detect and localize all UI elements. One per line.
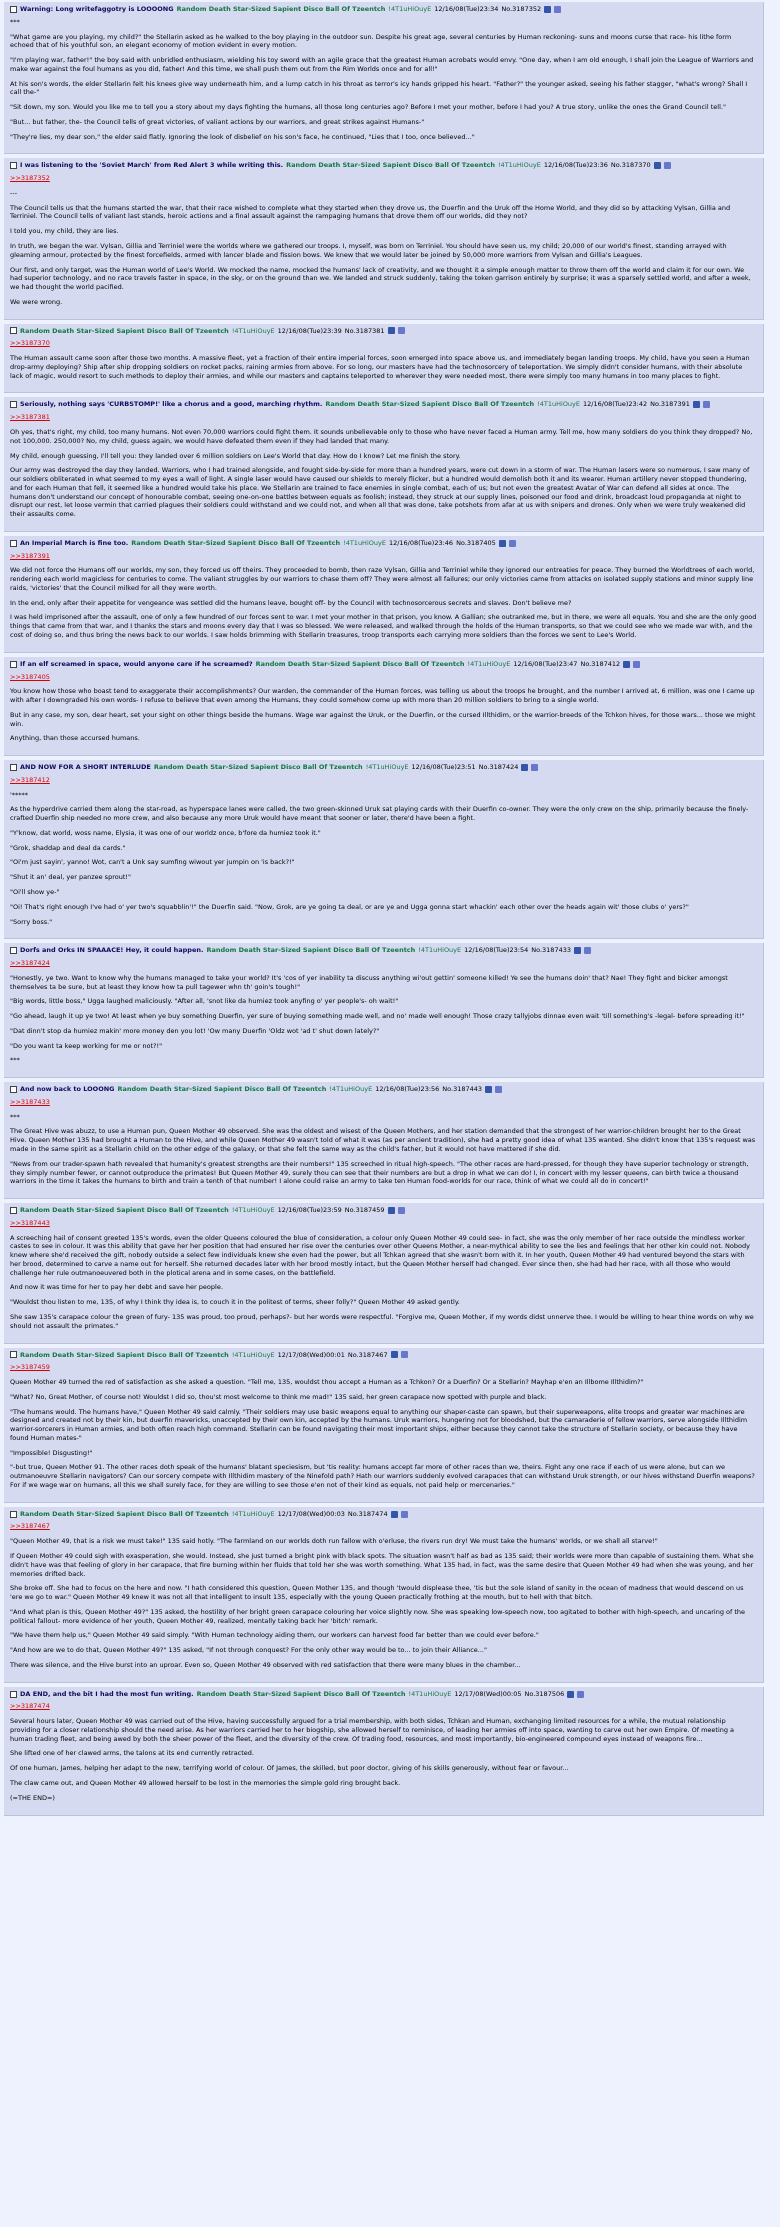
post-date: 12/16/08(Tue)23:47 xyxy=(513,659,578,668)
post xyxy=(4,1082,764,1199)
post-paragraph: "Do you want ta keep working for me or not?!" xyxy=(10,1041,163,1050)
post xyxy=(4,657,764,756)
image-search-icon[interactable] xyxy=(633,661,640,668)
post-body xyxy=(10,1098,757,1186)
quote-link[interactable]: >>3187474 xyxy=(10,1702,50,1711)
post-header xyxy=(10,400,757,409)
post xyxy=(4,2,764,154)
post-date: 12/17/08(Wed)00:01 xyxy=(277,1350,345,1359)
post-number-link[interactable]: No.3187474 xyxy=(347,1509,388,1518)
post-date: 12/16/08(Tue)23:42 xyxy=(583,400,648,409)
post-paragraph: "Sorry boss." xyxy=(10,917,53,926)
post-paragraph: '***** xyxy=(10,790,29,799)
post-paragraph: "Y'know, dat world, woss name, Elysia, it was one of our worldz once, b'fore da humiez took it." xyxy=(10,828,321,837)
post-paragraph: A screeching hail of consent greeted 135's words, even the older Queens coloured the blue of consideration, a colour only Queen Mother 49 could see- in fact, she was the only member of her race outside the mindless worker castes to see in colour. It was this ability that gave her her position that had ensured her rise over the centuries over other Queens Mother, a near-mythical ability to see the lies and feelings that her other kin could not. Nobody knew where she'd received the gift, nobody outside a select few individuals knew she even had the power, but all Tchkan agreed that she wasn't born with it. In her youth, Queen Mother 49 had ventured beyond the stars with her brood, determined to carve a name out for herself. She returned decades later with her brood mostly intact, but the Queen Mother herself had changed. Ever since then, she had had her race, with all those who would challenge her rule outmanoeuvered both in the plotical arena and in some cases, on the battlefield. xyxy=(10,1233,750,1277)
quote-link-line xyxy=(10,1219,757,1228)
post-number-link[interactable]: No.3187352 xyxy=(501,5,542,13)
post-paragraph: Our first, and only target, was the Human world of Lee's World. We mocked the name, mocked the humans' lack of creativity, and we thought it a simple enough matter to throw them off the world and claim it for our own. We had superior technology, and no race travels faster in space, in the sky, or on the ground than we. We landed and struck suddenly, taking the token garrison entirely by surprise; it was a sparsely settled world, and after a week, we had thought the world pacified. xyxy=(10,265,751,292)
post-paragraph: We did not force the Humans off our worlds, my son, they forced us off theirs. They proceeded to bomb, then raze Vylsan, Gillia and Terriniel while they ignored our entreaties for peace. They burned the Worldtrees of each world, rendering each world magicless for centuries to come. The valiant struggles by our warriors to chase them off? They were almost all failures; our only victories came from attacks on isolated supply stations and minor supply line raids, 'victories' that the Council milked for all they were worth. xyxy=(10,566,755,592)
post-date: 12/16/08(Tue)23:59 xyxy=(277,1206,342,1215)
report-icon[interactable] xyxy=(623,661,630,668)
post-paragraph: You know how those who boast tend to exaggerate their accomplishments? Our warden, the commander of the Human forces, was telling us about the troops he brought, and the number I arrived at, 6 million, was one I came up with after I downgraded his own words- I refuse to believe that even among the Humans, they could somehow come up with more than 20 million soldiers to bring to a single world. xyxy=(10,687,755,705)
post xyxy=(4,324,764,394)
quote-link-line xyxy=(10,174,757,183)
post-body xyxy=(10,174,757,306)
post-subject: If an elf screamed in space, would anyone care if he screamed? xyxy=(20,659,253,668)
post-paragraph: Oh yes, that's right, my child, too many humans. Not even 70,000 warriors could fight them. It sounds unbelievable only to those who have never faced a Human army. Tell me, how many soldiers do you think they dropped? No, not 100,000. 250,000? No, my child, guess again, we would have defeated them even if they had landed that many. xyxy=(10,427,753,445)
image-search-icon[interactable] xyxy=(554,6,561,13)
post-body xyxy=(10,673,757,744)
poster-name: Random Death Star-Sized Sapient Disco Ball Of Tzeentch xyxy=(117,1085,327,1094)
post-paragraph: I told you, my child, they are lies. xyxy=(10,227,119,236)
image-search-icon[interactable] xyxy=(401,1511,408,1518)
quote-link-line xyxy=(10,1522,757,1531)
post-paragraph: The Great Hive was abuzz, to use a Human pun, Queen Mother 49 observed. She was the oldest and wisest of the Queen Mothers, and her station demanded that the strongest of her warrior-children brought her to the Great Hive. Queen Mother 135 had brought a Human to the Hive, and while Queen Mother 49 wasn't told of what it was (as per ancient tradition), she had a pretty good idea of what 135 wanted. She didn't know that 135's request was made in the same spirit as a Stellarin child on the other edge of the galaxy, or that she felt the same way as the child's father, but it would not have mattered if she did. xyxy=(10,1127,756,1154)
post-paragraph: "Honestly, ye two. Want to know why the humans managed to take your world? It's 'cos of yer inability ta discuss anything wi'out gettin' someone killed! Ye see the humans doin' that? Nae! They fight and bicker amongst themselves ta be sure, but at least they know how ta pull tagewer whn th' goin's tough!" xyxy=(10,973,728,991)
poster-name: Random Death Star-Sized Sapient Disco Ball Of Tzeentch xyxy=(325,400,535,409)
post-date: 12/16/08(Tue)23:36 xyxy=(543,161,608,170)
image-search-icon[interactable] xyxy=(509,540,516,547)
post-paragraph: There was silence, and the Hive burst into an uproar. Even so, Queen Mother 49 observed with red satisfaction that there were many blues in the chamber... xyxy=(10,1660,521,1669)
post-header xyxy=(10,660,757,669)
post-paragraph: The claw came out, and Queen Mother 49 allowed herself to be lost in the memories the simple gold ring brought back. xyxy=(10,1779,401,1787)
post-number-link[interactable]: No.3187424 xyxy=(478,763,519,772)
post-paragraph: "Queen Mother 49, that is a risk we must take!" 135 said hotly. "The farmland on our worlds doth run fallow with o'erluse, the rivers run dry! We must take the humans' worlds, or we shall all starve!" xyxy=(10,1537,658,1546)
report-icon[interactable] xyxy=(391,1511,398,1518)
image-search-icon[interactable] xyxy=(401,1351,408,1358)
post xyxy=(4,397,764,531)
post-paragraph: The Human assault came soon after those two months. A massive fleet, yet a fraction of their entire imperial forces, soon emerged into space above us, and immediately began landing troops. My child, have you seen a Human drop-army deploying? Ship after ship dropping soldiers on rocket packs, raining armies from above. For so long, our masters have had the technosorcery of teleportation. We simply didn't consider humans, with their absolute lack of magic, would resort to such methods to deploy their armies, and while our masters and captains teleported to wherever they were needed most, there were simply too many humans in too many places to fight. xyxy=(10,354,750,380)
tripcode: !4T1uHiOuyE xyxy=(365,763,409,772)
tripcode: !4T1uHiOuyE xyxy=(231,1350,275,1359)
tripcode: !4T1uHiOuyE xyxy=(388,5,432,13)
post-paragraph: "Sit down, my son. Would you like me to tell you a story about my days fighting the humans, all those long centuries ago? Before I met your mother, before I had you? A true story, unlike the ones the Grand Council tell." xyxy=(10,103,726,112)
post-number-link[interactable]: No.3187405 xyxy=(456,538,496,547)
post-checkbox[interactable] xyxy=(10,162,17,169)
tripcode: !4T1uHiOuyE xyxy=(408,1689,452,1698)
post-number-link[interactable]: No.3187370 xyxy=(610,161,651,170)
quote-link[interactable]: >>3187433 xyxy=(10,1097,50,1106)
post-paragraph: "Big words, little boss," Ugga laughed maliciously. "After all, 'snot like da humiez took anyfing o' yer people's- oh wait!" xyxy=(10,997,399,1006)
post-paragraph: In truth, we began the war. Vylsan, Gillia and Terriniel were the worlds where we gathered our troops. I, myself, was born on Terriniel. You should have seen us, my child; 20,000 of our world's finest, standing arrayed with gleaming armour, protected by the finest forcefields, armed with lancer blade and fission bows. We knew that we would later be joined by 50,000 more warriors from Vylsan and Gillia's Leagues. xyxy=(10,242,727,259)
post-header xyxy=(10,946,757,955)
post-paragraph: "Wouldst thou listen to me, 135, of why I think thy idea is, to couch it in the politest of terms, sheer folly?" Queen Mother 49 asked gently. xyxy=(10,1298,460,1307)
post-paragraph: "They're lies, my dear son," the elder said flatly. Ignoring the look of disbelief on his son's face, he continued, "Lies that I too, once believed..." xyxy=(10,132,475,141)
quote-link[interactable]: >>3187352 xyxy=(10,174,50,183)
post-body xyxy=(10,413,757,519)
report-icon[interactable] xyxy=(693,401,700,408)
post-paragraph: At his son's words, the elder Stellarin felt his knees give way underneath him, and a lump catch in his throat as terror's icy hands gripped his heart. "Father?" the younger asked, seeing his father stagger, "what's wrong? Shall I call the-" xyxy=(10,79,748,97)
tripcode: !4T1uHiOuyE xyxy=(467,659,511,668)
post-paragraph: In the end, only after their appetite for vengeance was settled did the humans leave, bought off- by the Council with technosorcerous secrets and slaves. Don't believe me? xyxy=(10,598,572,607)
quote-link[interactable]: >>3187443 xyxy=(10,1218,50,1227)
post-paragraph: "Go ahead, laugh it up ye two! At least when ye buy something Duerfin, yer sure of buying something made well, and no' made well enough! Those crazy tallyjobs dinnae even wait 'till something's -legal- before spreading it!" xyxy=(10,1012,745,1021)
image-search-icon[interactable] xyxy=(398,1207,405,1214)
quote-link-line xyxy=(10,959,757,968)
post xyxy=(4,760,764,939)
post-paragraph: "And what plan is this, Queen Mother 49?" 135 asked, the hostility of her bright green carapace colouring her voice slightly now. She was speaking low-speech now, too agitated to bother with high-speech, and uncaring of the political fallout- more evidence of her youth, Queen Mother 49, realized, mentally taking back her 'bitch' remark. xyxy=(10,1607,746,1625)
report-icon[interactable] xyxy=(391,1351,398,1358)
post-paragraph: Anything, than those accursed humans. xyxy=(10,734,140,743)
poster-name: Random Death Star-Sized Sapient Disco Ball Of Tzeentch xyxy=(286,161,495,170)
image-search-icon[interactable] xyxy=(703,401,710,408)
post-body xyxy=(10,339,757,380)
post-number-link[interactable]: No.3187506 xyxy=(524,1689,565,1698)
post-date: 12/16/08(Tue)23:46 xyxy=(388,538,454,547)
post-number-link[interactable]: No.3187467 xyxy=(347,1350,388,1359)
report-icon[interactable] xyxy=(567,1691,574,1698)
quote-link-line xyxy=(10,552,757,561)
post-date: 12/16/08(Tue)23:39 xyxy=(277,326,342,335)
post-number-link[interactable]: No.3187412 xyxy=(580,659,621,668)
post-header xyxy=(10,5,757,14)
poster-name: Random Death Star-Sized Sapient Disco Ball Of Tzeentch xyxy=(20,1509,229,1518)
post-date: 12/16/08(Tue)23:54 xyxy=(464,946,529,955)
post-header xyxy=(10,327,757,336)
post-header xyxy=(10,1690,757,1699)
image-search-icon[interactable] xyxy=(531,764,538,771)
post-number-link[interactable]: No.3187459 xyxy=(344,1206,385,1215)
tripcode: !4T1uHiOuyE xyxy=(231,1509,275,1518)
poster-name: Random Death Star-Sized Sapient Disco Ball Of Tzeentch xyxy=(131,538,341,547)
post-checkbox[interactable] xyxy=(10,327,17,334)
quote-link[interactable]: >>3187412 xyxy=(10,775,50,784)
post-header xyxy=(10,1510,757,1519)
poster-name: Random Death Star-Sized Sapient Disco Ball Of Tzeentch xyxy=(196,1689,406,1698)
post-header xyxy=(10,1206,757,1215)
post-paragraph: If Queen Mother 49 could sigh with exasperation, she would. Instead, she just turned a bright pink with black spots. The situation wasn't half as bad as 135 said; their worlds were more than capable of sustaining them. What she didn't have was that feeling of glory in her carapace, that fire burning within her fluids that told her she was worth something. What 135 had, in fact, was the same desire that Queen Mother 49 had when she was young, and her memories drifted back. xyxy=(10,1551,754,1578)
post xyxy=(4,536,764,653)
post-checkbox[interactable] xyxy=(10,764,17,771)
post-date: 12/16/08(Tue)23:56 xyxy=(375,1085,440,1094)
post-header xyxy=(10,161,757,170)
post-paragraph: Queen Mother 49 turned the red of satisfaction as she asked a question. "Tell me, 135, wouldst thou accept a Human as a Tchkon? Or a Duerfin? Or a Stellarin? Mayhap e'en an Illbome Illthidim?" xyxy=(10,1378,644,1387)
post-header xyxy=(10,1351,757,1360)
post-body xyxy=(10,1363,757,1489)
post xyxy=(4,158,764,319)
quote-link[interactable]: >>3187467 xyxy=(10,1522,50,1531)
post-paragraph: *** xyxy=(10,1056,20,1065)
post-paragraph: Our army was destroyed the day they landed. Warriors, who I had trained alongside, and fought side-by-side for more than a hundred years, were cut down in a storm of war. The Human lasers were so numerous, I saw many of our soldiers obliterated in what seemed to my eyes a wall of light. A single laser would have caused our shields to merely flicker, but a hundred would demolish both it and its wearer. Human artillery never stopped thundering, and for each Human that fell, it seemed like a hundred would take his place. We Stellarin are trained to face enemies in single combat, each of us; but not even the greatest Avatar of War can defend all sides at once. The humans don't understand our concept of honourable combat, seeing one-on-one battles between equals as foolish; instead, they struck at our supply lines, poisoned our food and drink, broadcast loud propaganda at night to disrupt our rest, let loose vermin that carried plagues their soldiers could withstand and we could not, and when all that was done, take potshots from afar at us with snipers and drones. Only when we were truly weakened did their assaults come. xyxy=(10,466,750,519)
post-subject: Seriously, nothing says 'CURBSTOMP!' like a chorus and a good, marching rhythm. xyxy=(20,400,323,409)
quote-link[interactable]: >>3187459 xyxy=(10,1363,50,1372)
poster-name: Random Death Star-Sized Sapient Disco Ball Of Tzeentch xyxy=(20,1350,229,1359)
quote-link[interactable]: >>3187391 xyxy=(10,551,50,560)
post-body xyxy=(10,1702,757,1802)
post-checkbox[interactable] xyxy=(10,661,17,668)
poster-name: Random Death Star-Sized Sapient Disco Ball Of Tzeentch xyxy=(206,946,416,955)
quote-link[interactable]: >>3187424 xyxy=(10,959,50,968)
post-paragraph: She lifted one of her clawed arms, the talons at its end currently retracted. xyxy=(10,1749,254,1758)
quote-link-line xyxy=(10,776,757,785)
post-paragraph: "Dat dinn't stop da humiez makin' more money den you lot! 'Ow many Duerfin 'Oldz wot 'ad t' shut down lately?" xyxy=(10,1026,380,1035)
tripcode: !4T1uHiOuyE xyxy=(418,946,462,955)
report-icon[interactable] xyxy=(521,764,528,771)
poster-name: Random Death Star-Sized Sapient Disco Ball Of Tzeentch xyxy=(20,1206,229,1215)
quote-link-line xyxy=(10,339,757,348)
post-paragraph: Several hours later, Queen Mother 49 was carried out of the Hive, having successfully argued for a trial membership, with both sides, Tchkan and Human, exchanging limited resources for a while, the mutual relationship providing for a closer relationship should the need arise. As her warriors carried her to her biogship, she allowed herself to reminisce, of leading her armies off into space, wanting to carve out her own Empire. Of meeting a human trading fleet, and being awed by both the sheer power of the fleet, and the diversity of the crew. Of trading food, resources, and most importantly, bio-engineered compound eyes instead of weapons fire... xyxy=(10,1717,735,1743)
image-search-icon[interactable] xyxy=(577,1691,584,1698)
post-checkbox[interactable] xyxy=(10,1207,17,1214)
post-number-link[interactable]: No.3187433 xyxy=(531,946,571,955)
post-checkbox[interactable] xyxy=(10,401,17,408)
quote-link[interactable]: >>3187405 xyxy=(10,672,50,681)
post-paragraph: We were wrong. xyxy=(10,297,63,306)
post-date: 12/17/08(Wed)00:03 xyxy=(277,1509,345,1518)
post xyxy=(4,1507,764,1683)
post-checkbox[interactable] xyxy=(10,540,17,547)
post-paragraph: "-but true, Queen Mother 91. The other races doth speak of the humans' blatant speciesism, but 'tis reality: humans accept far more of other races than we, theirs. Fight any one race if each of us were alone, but can we outmanoeuvre Stellarin navigators? Can our sorcery compete with Illthidim mastery of the Ninefold path? Hath our warriors suddenly evolved carapaces that can withstand Uruk strength, or our hives withstand Duerfin weapons? For if we wage war on humans, all this we shall surely face, for they are willing to see those e'en not of their kind as equals, not paid help or mercenaries." xyxy=(10,1463,755,1489)
post-subject: I was listening to the 'Soviet March' from Red Alert 3 while writing this. xyxy=(20,161,284,170)
image-search-icon[interactable] xyxy=(664,162,671,169)
post-paragraph: "Oi'll show ye-" xyxy=(10,888,60,896)
post-subject: Dorfs and Orks IN SPAAACE! Hey, it could happen. xyxy=(20,946,204,955)
post-subject: DA END, and the bit I had the most fun writing. xyxy=(20,1689,194,1698)
post-paragraph: "What game are you playing, my child?" the Stellarin asked as he walked to the boy playing in the outdoor sun. Despite his great age, several centuries by Human reckoning- suns and moons curse that race- his lithe form echoed that of his youthful son, an elegant economy of motion evident in every motion. xyxy=(10,32,732,50)
post-paragraph: "Grok, shaddap and deal da cards." xyxy=(10,843,126,852)
image-search-icon[interactable] xyxy=(398,327,405,334)
post-date: 12/16/08(Tue)23:34 xyxy=(434,5,499,13)
report-icon[interactable] xyxy=(544,6,551,13)
post-paragraph: "And how are we to do that, Queen Mother 49?" 135 asked, "If not through conquest? For the only other way would be to... to join their Alliance..." xyxy=(10,1646,487,1655)
tripcode: !4T1uHiOuyE xyxy=(497,161,541,170)
post-paragraph: "Oi! That's right enough I've had o' yer two's squabblin'!" the Duerfin said. "Now, Grok, are ye going ta deal, or are ye and Ugga gonna start whackin' each other over the heads again wit' those clubs o' yers?" xyxy=(10,902,689,911)
report-icon[interactable] xyxy=(574,947,581,954)
report-icon[interactable] xyxy=(388,1207,395,1214)
post-body xyxy=(10,776,757,926)
post-subject: AND NOW FOR A SHORT INTERLUDE xyxy=(20,763,151,772)
quote-link[interactable]: >>3187381 xyxy=(10,413,50,422)
post-paragraph: (=THE END=) xyxy=(10,1793,55,1802)
post-number-link[interactable]: No.3187443 xyxy=(442,1085,483,1094)
report-icon[interactable] xyxy=(499,540,506,547)
post xyxy=(4,943,764,1078)
tripcode: !4T1uHiOuyE xyxy=(231,1206,275,1215)
post-checkbox[interactable] xyxy=(10,6,17,13)
image-search-icon[interactable] xyxy=(495,1086,502,1093)
poster-name: Random Death Star-Sized Sapient Disco Ball Of Tzeentch xyxy=(153,763,363,772)
tripcode: !4T1uHiOuyE xyxy=(231,326,275,335)
post-body xyxy=(10,1522,757,1669)
post-paragraph: My child, enough guessing, I'll tell you: they landed over 6 million soldiers on Lee's World that day. How do I know? Let me finish the story. xyxy=(10,451,461,460)
post-subject: And now back to LOOONG xyxy=(20,1085,115,1094)
post-number-link[interactable]: No.3187381 xyxy=(344,326,385,335)
post-paragraph: "We have them help us," Queen Mother 49 said simply. "With Human technology aiding them, our workers can harvest food far better than we could ever before." xyxy=(10,1631,539,1640)
post-body xyxy=(10,959,757,1065)
post-paragraph: As the hyperdrive carried them along the star-road, as hyperspace lanes were called, the two green-skinned Uruk sat playing cards with their Duerfin co-owner. They were the only crew on the ship, primarily because the finely-crafted Duerfin ship needed no more crew, and also because any more Uruk would have meant that sooner or later, there'd have been a fight. xyxy=(10,805,749,823)
post-subject: An Imperial March is fine too. xyxy=(20,538,129,547)
tripcode: !4T1uHiOuyE xyxy=(329,1085,373,1094)
post-paragraph: "I'm playing war, father!" the boy said with unbridled enthusiasm, wielding his toy sword with an agile grace that the greatest Human acrobats would envy. "One day, when I am old enough, I shall join the League of Warriors and make war against the foul humans as you did, father! And this time, we shall push them out from the Rim Worlds once and for all!" xyxy=(10,56,754,73)
post-paragraph: But in any case, my son, dear heart, set your sight on other things beside the humans. Wage war against the Uruk, or the Duerfin, or the cursed Illthidim, or the warrior-breeds of the Tchkon hives, for those wars... those we might win. xyxy=(10,710,756,728)
quote-link-line xyxy=(10,1363,757,1372)
tripcode: !4T1uHiOuyE xyxy=(343,538,386,547)
post-body xyxy=(10,552,757,640)
post-paragraph: "What? No, Great Mother, of course not! Wouldst I did so, thou'st most welcome to think me mad!" 135 said, her green carapace now spotted with purple and black. xyxy=(10,1392,547,1401)
post-paragraph: --- xyxy=(10,188,18,197)
post-paragraph: Of one human, James, helping her adapt to the new, terrifying world of colour. Of James, the skilled, but poor doctor, giving of his skills generously, without fear or favour... xyxy=(10,1764,569,1773)
post-paragraph: *** xyxy=(10,17,20,26)
report-icon[interactable] xyxy=(485,1086,492,1093)
post-paragraph: "Oi'm just sayin', yanno! Wot, can't a Unk say sumfing wiwout yer jumpin on 'is back?!" xyxy=(10,858,295,867)
post-paragraph: "News from our trader-spawn hath revealed that humanity's greatest strengths are their numbers!" 135 screeched in ritual high-speech. "The other races are hard-pressed, for though they have superior technology or strength, they simply number fewer, or cannot outproduce the primates! But Queen Mother 49, surely thou can see that their numbers are but a drop in what we can do! I, in concert with my lesser queens, can birth twice a thousand warriors in the time it takes the humans to birth and train a tenth of that number! I alone could raise an army to take ten Human food-worlds for our race, think of what we could all do in concert!" xyxy=(10,1159,749,1186)
post-header xyxy=(10,539,757,548)
post-checkbox[interactable] xyxy=(10,947,17,954)
tripcode: !4T1uHiOuyE xyxy=(537,400,581,409)
post-number-link[interactable]: No.3187391 xyxy=(650,400,690,409)
post-header xyxy=(10,1085,757,1094)
quote-link-line xyxy=(10,1098,757,1107)
post xyxy=(4,1687,764,1816)
post xyxy=(4,1203,764,1343)
poster-name: Random Death Star-Sized Sapient Disco Ball Of Tzeentch xyxy=(255,659,465,668)
post-date: 12/16/08(Tue)23:51 xyxy=(411,763,476,772)
post-checkbox[interactable] xyxy=(10,1511,17,1518)
post-paragraph: "The humans would. The humans have," Queen Mother 49 said calmly. "Their soldiers may use basic weapons equal to anything our shaper-caste can spawn, but their superweapons, elite troops and greater war machines are designed and created not by their kin, but duerfin mavericks, unaccepted by their own kin, accepted by the humans. Uruk warriors, hungering not for bloodshed, but the camaraderie of fellow warriors, serve alongside Illthidim warrior-sorcerers in Human armies, and both often reach high command. Stellarin can be found navigating their most important ships, either because they cannot take the structure of Stellarin society, or because they have found Human mates-" xyxy=(10,1407,748,1442)
quote-link-line xyxy=(10,1702,757,1711)
image-search-icon[interactable] xyxy=(584,947,591,954)
post-checkbox[interactable] xyxy=(10,1351,17,1358)
post-paragraph: "But... but father, the- the Council tells of great victories, of valiant actions by our warriors, and great strikes against Humans-" xyxy=(10,117,425,126)
post-paragraph: And now it was time for her to pay her debt and save her people. xyxy=(10,1283,223,1292)
quote-link-line xyxy=(10,673,757,682)
post-paragraph: "Shut it an' deal, yer panzee sprout!" xyxy=(10,873,131,882)
report-icon[interactable] xyxy=(654,162,661,169)
post-subject: Warning: Long writefaggotry is LOOOONG xyxy=(20,5,174,13)
post-body xyxy=(10,1219,757,1331)
poster-name: Random Death Star-Sized Sapient Disco Ball Of Tzeentch xyxy=(176,5,386,13)
report-icon[interactable] xyxy=(388,327,395,334)
post-body xyxy=(10,18,757,142)
post-checkbox[interactable] xyxy=(10,1086,17,1093)
post-paragraph: The Council tells us that the humans started the war, that their race wished to complete what they started when they drove us, the Duerfin and the Uruk off the Home World, and they did so by attacking Vylsan, Gillia and Terriniel. The Council tells of valiant last stands, heroic actions and a final assault against the rampaging humans that drove them off our worlds, did they not? xyxy=(10,203,731,221)
post-paragraph: She saw 135's carapace colour the green of fury- 135 was proud, too proud, perhaps?- but her words were respectful. "Forgive me, Queen Mother, if my words didst unnerve thee. I would be willing to hear thine words on why we should not assault the primates." xyxy=(10,1312,754,1330)
post xyxy=(4,1348,764,1503)
poster-name: Random Death Star-Sized Sapient Disco Ball Of Tzeentch xyxy=(20,326,229,335)
post-header xyxy=(10,763,757,772)
post-paragraph: *** xyxy=(10,1112,20,1121)
post-paragraph: I was held imprisoned after the assault, one of only a few hundred of our forces sent to war. I met your mother in that prison, you know. A Gallian; she outranked me, but in there, we were all equals. You and she are the only good things that came from that war, and I thanks the stars and moons every day that I was so blessed. We were released, and walked through the holds of the Human transports, so that we could see who we made war with, and the cost of doing so, and thus bring the news back to our worlds. I saw holds brimming with Stellarin treasures, troop transports each carrying more soldiers than the forces we sent to Lee's World. xyxy=(10,613,757,639)
post-paragraph: "Impossible! Disgusting!" xyxy=(10,1448,93,1457)
post-checkbox[interactable] xyxy=(10,1691,17,1698)
quote-link-line xyxy=(10,413,757,422)
post-date: 12/17/08(Wed)00:05 xyxy=(454,1689,522,1698)
post-paragraph: She broke off. She had to focus on the here and now. "I hath considered this question, Queen Mother 135, and though 'twould displease thee, 'tis but the sole island of sanity in the ocean of madness that would descend on us 'ere we go to war." Queen Mother 49 knew it was not all that intelligent to insult 135, especially with the young Queen practically frothing at the mouth, but to hell with that bitch. xyxy=(10,1584,744,1602)
quote-link[interactable]: >>3187370 xyxy=(10,339,50,348)
